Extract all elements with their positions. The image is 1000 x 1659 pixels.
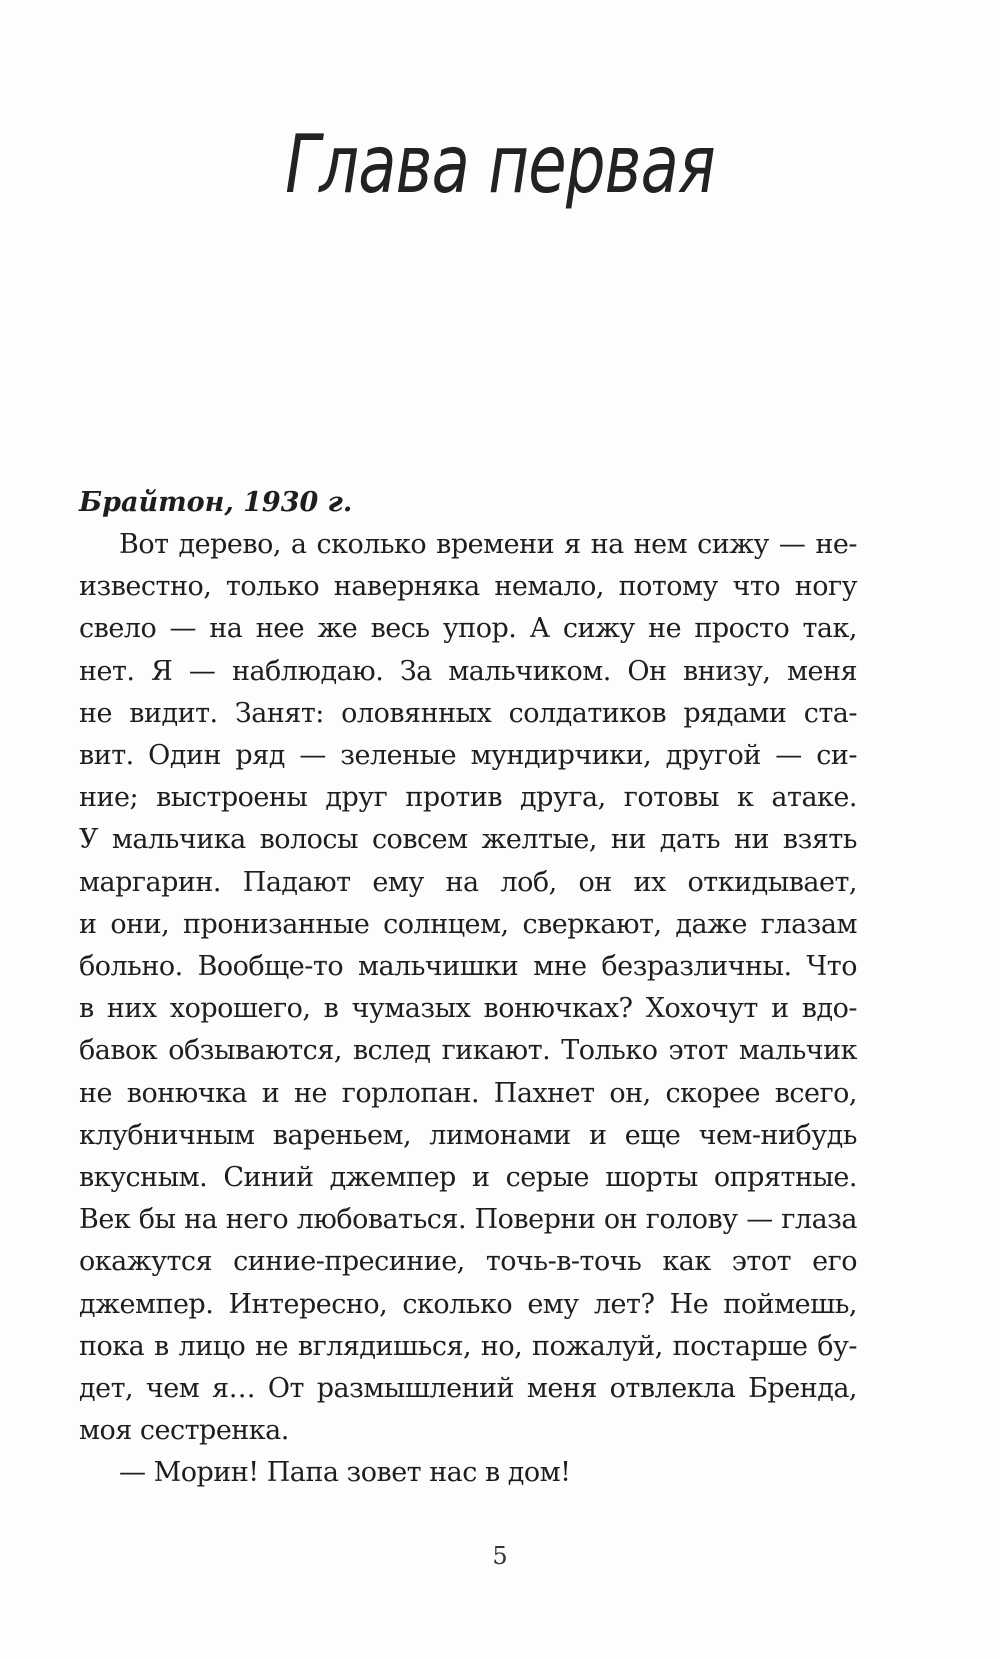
text-line: окажутся синие-пресиние, точь-в-точь как этот его (79, 1246, 857, 1278)
text-line: больно. Вообще-то мальчишки мне безразличны. Что (79, 951, 857, 983)
text-line: ние; выстроены друг против друга, готовы к атаке. (79, 782, 857, 814)
text-line: не видит. Занят: оловянных солдатиков рядами ста- (79, 697, 857, 729)
text-line: бавок обзываются, вслед гикают. Только этот мальчик (79, 1035, 857, 1067)
page-number: 5 (492, 1542, 508, 1570)
dialogue-line: — Морин! Папа зовет нас в дом! (119, 1457, 571, 1489)
text-line: клубничным вареньем, лимонами и еще чем-нибудь (79, 1119, 857, 1151)
text-line: дет, чем я… От размышлений меня отвлекла Бренда, (79, 1373, 857, 1405)
text-line: Век бы на него любоваться. Поверни он голову — глаза (79, 1204, 857, 1236)
text-line: вкусным. Синий джемпер и серые шорты опрятные. (79, 1162, 857, 1194)
text-line: вит. Один ряд — зеленые мундирчики, другой — си- (79, 740, 857, 772)
text-line: нет. Я — наблюдаю. За мальчиком. Он внизу, меня (79, 655, 857, 687)
text-line: и они, пронизанные солнцем, сверкают, даже глазам (79, 908, 857, 940)
text-line: джемпер. Интересно, сколько ему лет? Не поймешь, (79, 1288, 857, 1320)
place-date-heading: Брайтон, 1930 г. (79, 487, 353, 518)
chapter-title: Глава первая (285, 118, 715, 211)
text-line: моя сестренка. (79, 1415, 289, 1447)
body-text (79, 524, 857, 1495)
text-line: У мальчика волосы совсем желтые, ни дать ни взять (79, 824, 857, 856)
text-line: не вонючка и не горлопан. Пахнет он, скорее всего, (79, 1077, 857, 1109)
text-line: известно, только наверняка немало, потому что ногу (79, 571, 857, 603)
text-line: пока в лицо не вглядишься, но, пожалуй, постарше бу- (79, 1330, 857, 1362)
text-line: свело — на нее же весь упор. А сижу не просто так, (79, 613, 857, 645)
text-line: маргарин. Падают ему на лоб, он их откидывает, (79, 866, 857, 898)
text-line: в них хорошего, в чумазых вонючках? Хохочут и вдо- (79, 993, 857, 1025)
text-line: Вот дерево, а сколько времени я на нем сижу — не- (119, 529, 857, 560)
